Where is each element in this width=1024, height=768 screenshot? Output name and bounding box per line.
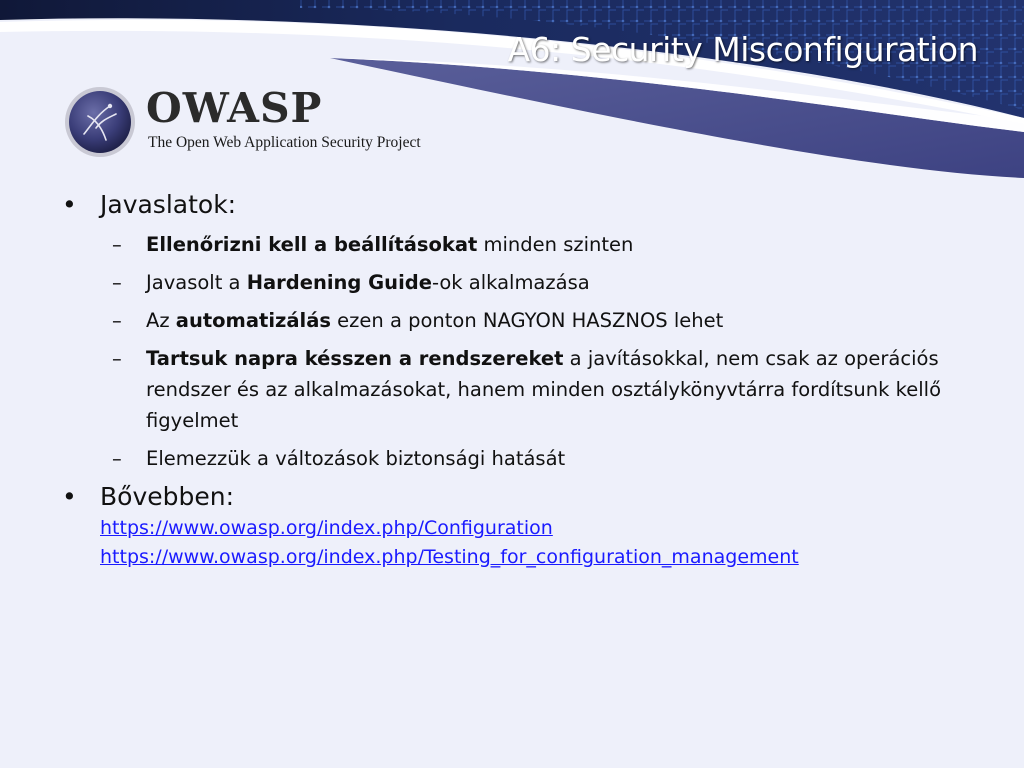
bullet-heading: Bővebben: bbox=[100, 482, 235, 511]
slide-body bbox=[62, 188, 982, 572]
recommendation-item: – Az automatizálás ezen a ponton NAGYON HASZNOS lehet bbox=[62, 305, 982, 336]
reference-links bbox=[100, 514, 982, 572]
dash-icon: – bbox=[112, 271, 122, 294]
link-testing-configuration-management[interactable]: https://www.owasp.org/index.php/Testing_for_configuration_management bbox=[100, 546, 799, 568]
slide-title: A6: Security Misconfiguration bbox=[507, 30, 978, 69]
recommendation-item: – Ellenőrizni kell a beállításokat minden szinten bbox=[62, 229, 982, 260]
dash-icon: – bbox=[112, 233, 122, 256]
bullet-bovebben bbox=[62, 480, 982, 572]
dash-icon: – bbox=[112, 447, 122, 470]
owasp-wordmark: OWASP bbox=[146, 84, 323, 132]
recommendation-item: – Tartsuk napra késszen a rendszereket a javításokkal, nem csak az operációs rendszer és az alkalmazásokat, hanem minden osztálykönyvtárra fordítsunk kellő figyelmet bbox=[62, 343, 982, 436]
recommendation-item: – Elemezzük a változások biztonsági hatását bbox=[62, 443, 982, 474]
bullet-dot-icon: • bbox=[62, 190, 77, 219]
owasp-logo bbox=[62, 84, 462, 164]
link-configuration[interactable]: https://www.owasp.org/index.php/Configuration bbox=[100, 517, 553, 539]
dash-icon: – bbox=[112, 309, 122, 332]
bullet-javaslatok bbox=[62, 188, 982, 222]
dash-icon: – bbox=[112, 347, 122, 370]
bullet-dot-icon: • bbox=[62, 482, 77, 511]
owasp-subtitle: The Open Web Application Security Project bbox=[148, 134, 421, 151]
recommendation-item: – Javasolt a Hardening Guide-ok alkalmazása bbox=[62, 267, 982, 298]
owasp-emblem-icon bbox=[62, 84, 138, 160]
bullet-heading: Javaslatok: bbox=[100, 190, 237, 219]
recommendation-list bbox=[62, 229, 982, 474]
